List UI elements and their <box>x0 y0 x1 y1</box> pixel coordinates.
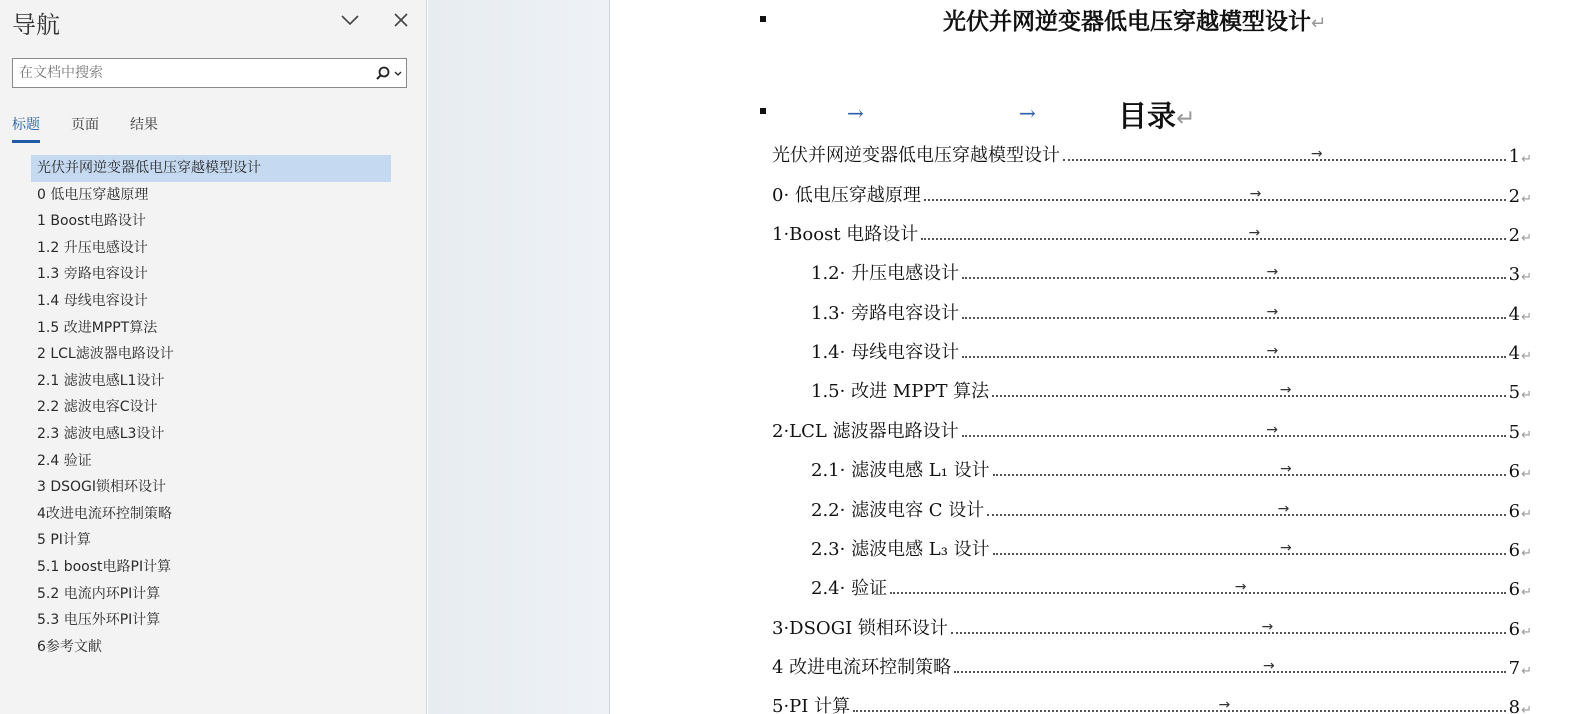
tab-arrow-mark: → <box>1019 101 1036 125</box>
toc-entry-text: 3·DSOGI 锁相环设计 <box>772 618 948 639</box>
toc-entry-text: 2.2· 滤波电容 C 设计 <box>811 500 985 521</box>
toc-entry-text: 4 改进电流环控制策略 <box>772 657 952 678</box>
toc-entry[interactable] <box>811 496 1532 522</box>
toc-entry[interactable] <box>811 377 1532 403</box>
toc-page-number: 4 <box>1508 343 1521 364</box>
toc-entry-text: 2.1· 滤波电感 L₁ 设计 <box>811 460 990 481</box>
paragraph-mark: ↵ <box>1521 507 1532 522</box>
navigation-pane <box>0 0 427 714</box>
list-bullet-mark <box>760 16 766 22</box>
nav-pane-title: 导航 <box>12 11 60 39</box>
toc-dot-leader <box>962 356 1506 358</box>
toc-entry-text: 5·PI 计算 <box>772 696 851 714</box>
heading-item[interactable]: 2.2 滤波电容C设计 <box>37 399 158 416</box>
toc-page-number: 3 <box>1508 264 1521 285</box>
toc-entry[interactable] <box>772 653 1532 679</box>
toc-page-number: 1 <box>1508 146 1521 167</box>
paragraph-mark: ↵ <box>1521 152 1532 167</box>
toc-page-number: 5 <box>1508 422 1521 443</box>
toc-dot-leader <box>954 671 1505 673</box>
heading-item[interactable]: 2 LCL滤波器电路设计 <box>37 346 174 363</box>
document-page[interactable] <box>611 0 1595 714</box>
toc-entry-text: 1.5· 改进 MPPT 算法 <box>811 381 990 402</box>
chevron-down-icon[interactable] <box>338 8 362 32</box>
toc-entry[interactable] <box>772 220 1532 246</box>
toc-dot-leader <box>987 514 1505 516</box>
toc-entry-text: 2.3· 滤波电感 L₃ 设计 <box>811 539 990 560</box>
heading-item[interactable]: 2.1 滤波电感L1设计 <box>37 372 165 389</box>
toc-page-number: 6 <box>1508 579 1521 600</box>
heading-item[interactable]: 1.4 母线电容设计 <box>37 292 148 309</box>
toc-entry[interactable] <box>811 259 1532 285</box>
heading-item[interactable]: 5.3 电压外环PI计算 <box>37 612 161 629</box>
heading-item[interactable]: 1.3 旁路电容设计 <box>37 266 148 283</box>
heading-item[interactable]: 5.2 电流内环PI计算 <box>37 585 161 602</box>
toc-entry[interactable] <box>811 338 1532 364</box>
toc-entry-text: 光伏并网逆变器低电压穿越模型设计 <box>772 145 1060 166</box>
paragraph-mark: ↵ <box>1521 270 1532 285</box>
paragraph-mark: ↵ <box>1521 428 1532 443</box>
toc-entry-text: 1.3· 旁路电容设计 <box>811 303 960 324</box>
toc-dot-leader <box>951 632 1506 634</box>
heading-item[interactable]: 4改进电流环控制策略 <box>37 505 172 522</box>
toc-dot-leader <box>962 435 1506 437</box>
search-box <box>12 58 407 88</box>
toc-page-number: 6 <box>1508 461 1521 482</box>
paragraph-mark: ↵ <box>1311 13 1327 34</box>
heading-item[interactable]: 6参考文献 <box>37 638 102 655</box>
search-icon <box>375 64 405 84</box>
document-workspace-background <box>428 0 610 714</box>
toc-entry[interactable] <box>811 456 1532 482</box>
toc-page-number: 5 <box>1508 382 1521 403</box>
heading-item[interactable]: 3 DSOGI锁相环设计 <box>37 479 167 496</box>
toc-page-number: 8 <box>1508 697 1521 714</box>
paragraph-mark: ↵ <box>1176 105 1196 132</box>
heading-item[interactable]: 5 PI计算 <box>37 532 91 549</box>
toc-dot-leader <box>993 553 1506 555</box>
toc-page-number: 7 <box>1508 658 1521 679</box>
toc-page-number: 6 <box>1508 619 1521 640</box>
list-bullet-mark <box>760 108 766 114</box>
toc-entry[interactable] <box>772 692 1532 714</box>
toc-entry-text: 1.4· 母线电容设计 <box>811 342 960 363</box>
toc-entry-text: 2.4· 验证 <box>811 578 888 599</box>
tab-headings[interactable]: 标题 <box>12 114 40 134</box>
toc-dot-leader <box>992 395 1505 397</box>
search-options-button[interactable] <box>375 64 405 84</box>
heading-item[interactable]: 1 Boost电路设计 <box>37 213 146 230</box>
paragraph-mark: ↵ <box>1521 664 1532 679</box>
toc-dot-leader <box>962 277 1506 279</box>
toc-entry[interactable] <box>772 614 1532 640</box>
toc-entry[interactable] <box>772 141 1532 167</box>
toc-entry-text: 1·Boost 电路设计 <box>772 224 919 245</box>
tab-pages[interactable]: 页面 <box>71 117 99 133</box>
toc-entry-text: 2·LCL 滤波器电路设计 <box>772 421 959 442</box>
toc-page-number: 2 <box>1508 225 1521 246</box>
toc-dot-leader <box>962 317 1506 319</box>
paragraph-mark: ↵ <box>1521 192 1532 207</box>
paragraph-mark: ↵ <box>1521 585 1532 600</box>
heading-item[interactable]: 光伏并网逆变器低电压穿越模型设计 <box>31 155 391 182</box>
heading-item[interactable]: 0 低电压穿越原理 <box>37 186 149 203</box>
paragraph-mark: ↵ <box>1521 388 1532 403</box>
paragraph-mark: ↵ <box>1521 546 1532 561</box>
toc-dot-leader <box>924 199 1506 201</box>
toc-dot-leader <box>1063 159 1506 161</box>
toc-entry[interactable] <box>811 535 1532 561</box>
tab-arrow-mark: → <box>847 101 864 125</box>
paragraph-mark: ↵ <box>1521 310 1532 325</box>
paragraph-mark: ↵ <box>1521 625 1532 640</box>
toc-page-number: 2 <box>1508 186 1521 207</box>
heading-list <box>31 155 391 660</box>
toc-entry[interactable] <box>772 181 1532 207</box>
toc-entry-text: 0· 低电压穿越原理 <box>772 185 921 206</box>
toc-dot-leader <box>890 592 1506 594</box>
search-input[interactable] <box>19 63 359 83</box>
paragraph-mark: ↵ <box>1521 703 1532 714</box>
close-icon[interactable] <box>389 8 413 32</box>
toc-title <box>1118 94 1195 135</box>
toc-entry[interactable] <box>811 574 1532 600</box>
tab-results[interactable]: 结果 <box>130 117 158 133</box>
toc-page-number: 4 <box>1508 304 1521 325</box>
heading-item[interactable]: 1.5 改进MPPT算法 <box>37 319 158 336</box>
document-title <box>943 3 1326 36</box>
toc-page-number: 6 <box>1508 540 1521 561</box>
heading-item[interactable]: 2.3 滤波电感L3设计 <box>37 425 165 442</box>
toc-title-text: 目录 <box>1118 99 1177 133</box>
toc-entry[interactable] <box>772 417 1532 443</box>
toc-dot-leader <box>993 474 1506 476</box>
toc-entry-text: 1.2· 升压电感设计 <box>811 263 960 284</box>
heading-item[interactable]: 1.2 升压电感设计 <box>37 239 148 256</box>
toc-dot-leader <box>921 238 1505 240</box>
toc-page-number: 6 <box>1508 501 1521 522</box>
toc-entry[interactable] <box>811 299 1532 325</box>
paragraph-mark: ↵ <box>1521 467 1532 482</box>
paragraph-mark: ↵ <box>1521 231 1532 246</box>
paragraph-mark: ↵ <box>1521 349 1532 364</box>
document-title-text: 光伏并网逆变器低电压穿越模型设计 <box>943 9 1311 35</box>
toc-dot-leader <box>853 710 1506 712</box>
heading-item[interactable]: 2.4 验证 <box>37 452 92 469</box>
heading-item[interactable]: 5.1 boost电路PI计算 <box>37 558 172 575</box>
